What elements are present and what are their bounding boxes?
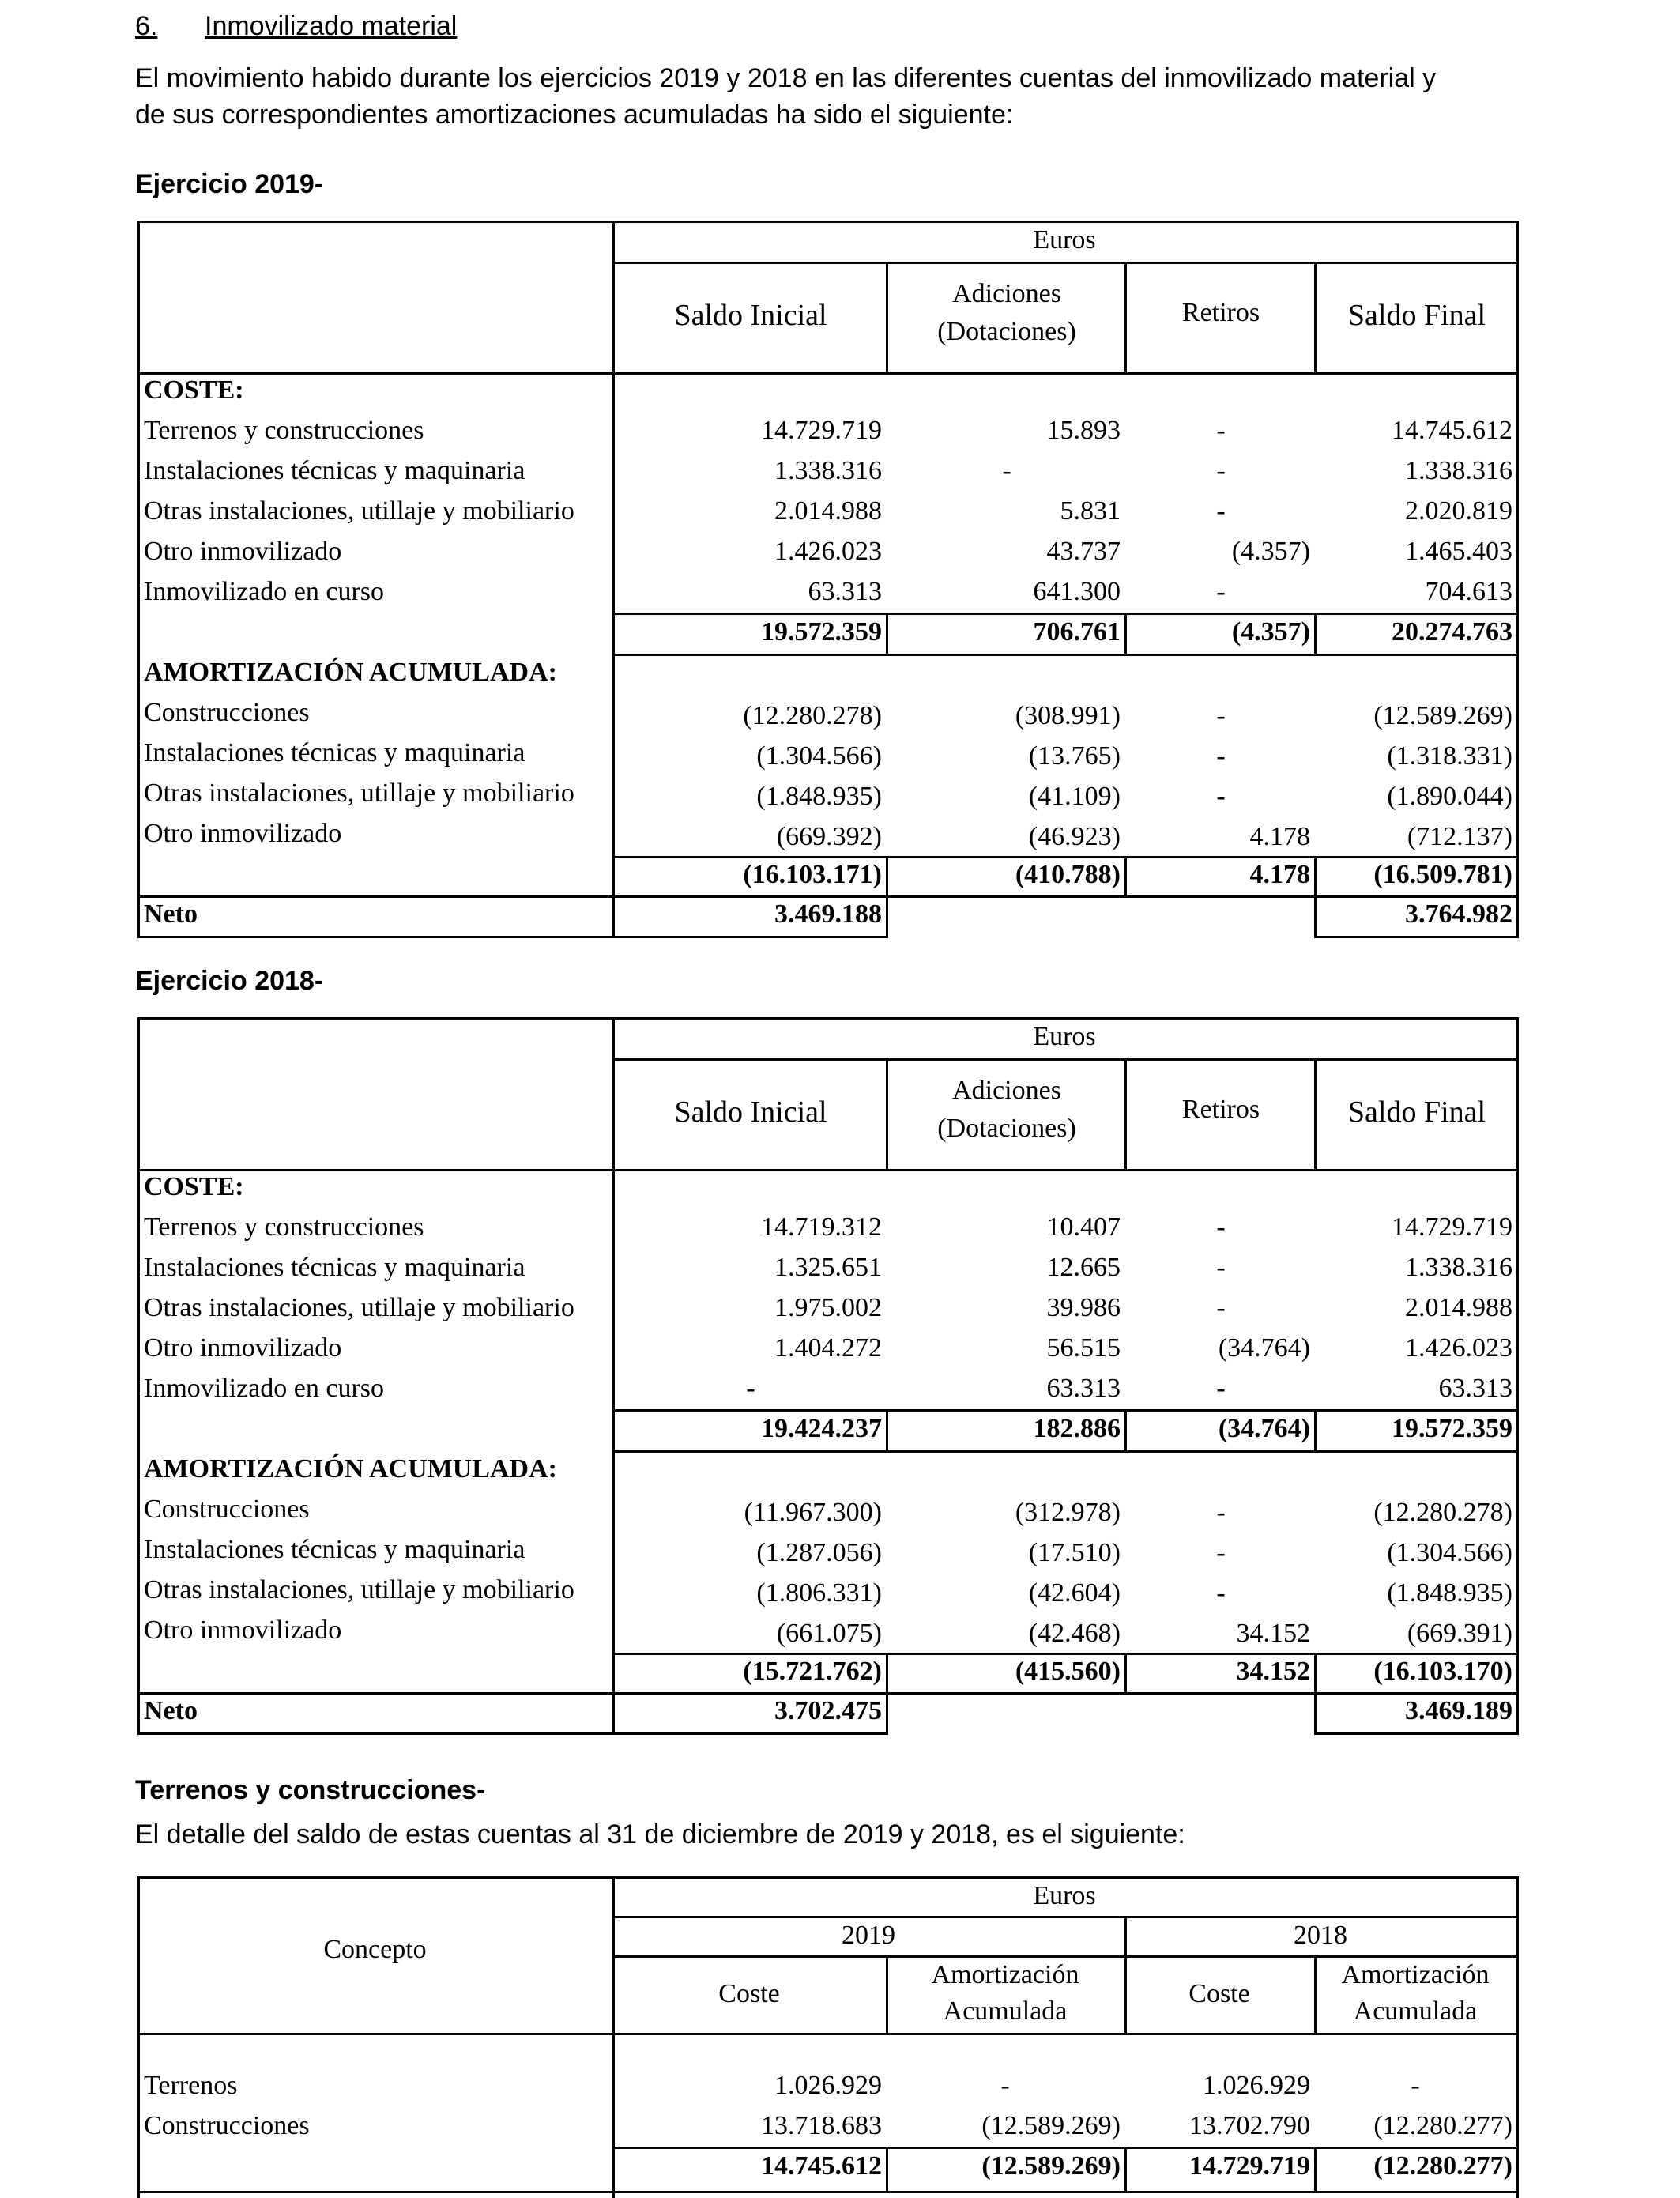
row-value: 704.613 <box>1425 577 1512 606</box>
row-value: - <box>1216 782 1226 811</box>
neto-top-rule <box>137 895 1519 898</box>
row-value: (669.391) <box>1407 1619 1512 1648</box>
row-value: - <box>1411 2071 1420 2100</box>
row-value: (308.991) <box>1015 701 1121 730</box>
detail-total-value: (12.280.277) <box>1373 2151 1512 2181</box>
subtotal-bottom-rule <box>612 654 1519 656</box>
row-value: (1.848.935) <box>1387 1578 1512 1608</box>
subtotal-top-rule <box>612 856 1519 858</box>
header-coste-2018: Coste <box>1188 1979 1250 2008</box>
row-value: 5.831 <box>1060 496 1121 526</box>
amort-total-value: (16.103.170) <box>1373 1657 1512 1686</box>
neto-bottom-rule <box>137 936 888 938</box>
row-value: 4.178 <box>1249 822 1310 851</box>
header-dotaciones: (Dotaciones) <box>937 1114 1076 1143</box>
coste-total-value: (4.357) <box>1231 617 1310 647</box>
neto-label: Neto <box>144 1696 198 1725</box>
subtotal-col-rule <box>1314 613 1317 656</box>
row-value: (12.280.278) <box>743 701 882 730</box>
header-amort-acum-2018: Acumulada <box>1353 1996 1478 2026</box>
row-value: 63.313 <box>808 577 882 606</box>
neto-bottom-rule <box>1314 1732 1519 1735</box>
header-bottom-rule <box>137 1169 1519 1171</box>
subtotal-col-rule <box>886 1653 888 1695</box>
coste-label: COSTE: <box>144 375 244 405</box>
amort-total-value: (410.788) <box>1015 860 1121 889</box>
table-top-rule <box>137 1017 1519 1020</box>
row-label: Otras instalaciones, utillaje y mobiliario <box>144 1293 574 1322</box>
euros-underline <box>612 1058 1519 1061</box>
header-retiros: Retiros <box>1181 1095 1260 1124</box>
row-value: (1.287.056) <box>756 1538 882 1567</box>
row-label: Inmovilizado en curso <box>144 577 385 606</box>
row-value: (41.109) <box>1028 782 1121 811</box>
row-value: - <box>1216 1538 1226 1567</box>
subtotal-col-rule <box>1124 613 1127 656</box>
detail-year-rule <box>612 1955 1519 1958</box>
header-2019: 2019 <box>842 1921 895 1950</box>
row-value: 39.986 <box>1046 1293 1121 1322</box>
subtotal-col-rule <box>886 856 888 898</box>
neto-col-rule <box>886 1692 888 1735</box>
detail-top-rule <box>137 1876 1519 1879</box>
header-saldo-inicial: Saldo Inicial <box>674 1095 827 1129</box>
amortizacion-label: AMORTIZACIÓN ACUMULADA: <box>144 1454 557 1484</box>
row-label: Instalaciones técnicas y maquinaria <box>144 738 525 767</box>
header-saldo-final: Saldo Final <box>1347 299 1486 332</box>
row-value: (1.848.935) <box>756 782 882 811</box>
row-value: 15.893 <box>1046 416 1121 445</box>
detail-col-rule-1 <box>612 1876 615 2198</box>
subtotal-col-rule <box>1124 1653 1127 1695</box>
section-intro <box>135 60 1436 133</box>
detail-total-col-rule <box>886 2147 888 2193</box>
row-value: (12.589.269) <box>1373 701 1512 730</box>
detail-total-col-rule <box>1124 2147 1127 2193</box>
header-saldo-inicial: Saldo Inicial <box>674 299 827 332</box>
row-value: (42.468) <box>1028 1619 1121 1648</box>
header-dotaciones: (Dotaciones) <box>937 317 1076 346</box>
neto-label: Neto <box>144 899 198 929</box>
row-value: - <box>1216 496 1226 526</box>
coste-total-value: 19.572.359 <box>1392 1414 1512 1443</box>
row-label: Construcciones <box>144 2111 310 2140</box>
row-label: Otras instalaciones, utillaje y mobiliario <box>144 1575 574 1604</box>
row-label: Instalaciones técnicas y maquinaria <box>144 1253 525 1282</box>
header-euros: Euros <box>1033 1022 1096 1051</box>
header-adiciones: Adiciones <box>952 1076 1061 1105</box>
row-value: 10.407 <box>1046 1212 1121 1242</box>
row-label: Terrenos <box>144 2071 238 2100</box>
detail-header-bottom-rule <box>137 2033 1519 2035</box>
row-value: (11.967.300) <box>744 1498 882 1527</box>
header-bottom-rule <box>137 372 1519 375</box>
row-value: 1.465.403 <box>1405 537 1512 566</box>
row-value: (4.357) <box>1231 537 1310 566</box>
neto-bottom-rule <box>1314 936 1519 938</box>
intro-line-1: El movimiento habido durante los ejercicios 2019 y 2018 en las diferentes cuentas del inmovilizado material y <box>135 63 1437 93</box>
row-value: 63.313 <box>1046 1374 1121 1403</box>
euros-underline <box>612 262 1519 264</box>
coste-total-value: 19.572.359 <box>761 617 882 647</box>
row-value: - <box>1216 1253 1226 1282</box>
row-value: - <box>1216 741 1226 771</box>
row-value: (1.890.044) <box>1387 782 1512 811</box>
row-value: (661.075) <box>776 1619 882 1648</box>
coste-total-value: 20.274.763 <box>1392 617 1512 647</box>
row-label: Otras instalaciones, utillaje y mobiliario <box>144 779 574 808</box>
amort-total-value: (16.103.171) <box>743 860 882 889</box>
header-concepto: Concepto <box>323 1935 427 1964</box>
row-value: 12.665 <box>1046 1253 1121 1282</box>
amort-total-value: (415.560) <box>1015 1657 1121 1686</box>
row-label: Construcciones <box>144 1495 310 1524</box>
row-value: 1.426.023 <box>1405 1333 1512 1363</box>
header-amort-acum-2019: Acumulada <box>943 1996 1068 2026</box>
neto-col-rule <box>1314 895 1317 938</box>
amort-total-value: 34.152 <box>1236 1657 1310 1686</box>
subtotal-col-rule <box>1314 1409 1317 1453</box>
detail-total-value: (12.589.269) <box>981 2151 1121 2181</box>
row-value: - <box>1216 1212 1226 1242</box>
neto-initial: 3.469.188 <box>774 899 882 929</box>
detail-total-value: 14.729.719 <box>1189 2151 1310 2181</box>
neto-col-rule <box>1314 1692 1317 1735</box>
row-label: Otro inmovilizado <box>144 537 342 566</box>
neto-initial: 3.702.475 <box>774 1696 882 1725</box>
row-value: 13.718.683 <box>761 2111 882 2140</box>
section-title <box>135 11 457 42</box>
row-value: 43.737 <box>1046 537 1121 566</box>
header-amort-2018: Amortización <box>1341 1960 1490 1989</box>
row-label: Terrenos y construcciones <box>144 1212 424 1242</box>
row-value: - <box>1216 1293 1226 1322</box>
subtotal-col-rule <box>886 613 888 656</box>
subtotal-top-rule <box>612 1653 1519 1655</box>
row-value: - <box>1216 577 1226 606</box>
header-adiciones: Adiciones <box>952 279 1061 308</box>
row-value: - <box>1216 1498 1226 1527</box>
coste-total-value: 182.886 <box>1033 1414 1121 1443</box>
subtotal-col-rule <box>1314 1653 1317 1695</box>
row-value: 1.325.651 <box>774 1253 882 1282</box>
row-value: - <box>1216 456 1226 485</box>
row-value: 1.404.272 <box>774 1333 882 1363</box>
row-value: 63.313 <box>1438 1374 1512 1403</box>
row-value: (42.604) <box>1028 1578 1121 1608</box>
subtotal-top-rule <box>612 1409 1519 1412</box>
row-value: - <box>1000 2071 1010 2100</box>
intro-line-2: de sus correspondientes amortizaciones acumuladas ha sido el siguiente: <box>135 100 1014 130</box>
table-left-rule <box>137 1017 140 1732</box>
row-value: 2.014.988 <box>1405 1293 1512 1322</box>
subtotal-top-rule <box>612 613 1519 615</box>
row-value: - <box>1216 1578 1226 1608</box>
row-value: (13.765) <box>1028 741 1121 771</box>
header-euros: Euros <box>1033 1881 1096 1910</box>
row-label: Instalaciones técnicas y maquinaria <box>144 456 525 485</box>
row-label: Terrenos y construcciones <box>144 416 424 445</box>
row-value: 34.152 <box>1236 1619 1310 1648</box>
row-value: - <box>1216 1374 1226 1403</box>
row-value: 1.026.929 <box>1203 2071 1310 2100</box>
row-value: (312.978) <box>1015 1498 1121 1527</box>
row-label: Otras instalaciones, utillaje y mobiliario <box>144 496 574 526</box>
row-value: (46.923) <box>1028 822 1121 851</box>
neto-col-rule <box>886 895 888 938</box>
row-value: - <box>746 1374 755 1403</box>
row-value: 1.426.023 <box>774 537 882 566</box>
table-top-rule <box>137 221 1519 223</box>
detail-intro: El detalle del saldo de estas cuentas al 31 de diciembre de 2019 y 2018, es el siguiente: <box>135 1819 1185 1849</box>
row-value: 13.702.790 <box>1189 2111 1310 2140</box>
row-value: (12.589.269) <box>981 2111 1121 2140</box>
row-value: (669.392) <box>776 822 882 851</box>
detail-euros-rule <box>612 1916 1519 1918</box>
detail-total-value: 14.745.612 <box>761 2151 882 2181</box>
row-value: (12.280.277) <box>1373 2111 1512 2140</box>
row-value: 1.338.316 <box>774 456 882 485</box>
row-value: (34.764) <box>1218 1333 1310 1363</box>
subtotal-col-rule <box>1314 856 1317 898</box>
amort-total-value: 4.178 <box>1249 860 1310 889</box>
row-value: - <box>1216 701 1226 730</box>
row-value: 14.729.719 <box>1392 1212 1512 1242</box>
header-euros: Euros <box>1033 225 1096 254</box>
row-value: (1.304.566) <box>1387 1538 1512 1567</box>
section-heading: Inmovilizado material <box>205 11 458 41</box>
row-label: Instalaciones técnicas y maquinaria <box>144 1535 525 1564</box>
detail-total-col-rule <box>1314 2147 1317 2193</box>
coste-total-value: 19.424.237 <box>761 1414 882 1443</box>
subtotal-col-rule <box>1124 856 1127 898</box>
row-value: (1.304.566) <box>756 741 882 771</box>
subtotal-bottom-rule <box>612 1450 1519 1453</box>
row-value: - <box>1002 456 1011 485</box>
coste-label: COSTE: <box>144 1172 244 1201</box>
row-value: 56.515 <box>1046 1333 1121 1363</box>
row-value: (1.806.331) <box>756 1578 882 1608</box>
row-value: 1.338.316 <box>1405 456 1512 485</box>
neto-top-rule <box>137 1692 1519 1695</box>
row-value: (712.137) <box>1407 822 1512 851</box>
coste-total-value: (34.764) <box>1218 1414 1310 1443</box>
amortizacion-label: AMORTIZACIÓN ACUMULADA: <box>144 658 557 687</box>
table-2018-heading: Ejercicio 2018- <box>135 966 324 996</box>
header-amort-2019: Amortización <box>931 1960 1079 1989</box>
row-value: 1.975.002 <box>774 1293 882 1322</box>
header-retiros: Retiros <box>1181 298 1260 327</box>
neto-final: 3.764.982 <box>1405 899 1512 929</box>
row-value: - <box>1216 416 1226 445</box>
row-value: 14.719.312 <box>761 1212 882 1242</box>
row-value: (1.318.331) <box>1387 741 1512 771</box>
row-value: 641.300 <box>1033 577 1121 606</box>
row-value: 14.729.719 <box>761 416 882 445</box>
row-label: Otro inmovilizado <box>144 819 342 848</box>
row-value: 14.745.612 <box>1392 416 1512 445</box>
header-saldo-final: Saldo Final <box>1347 1095 1486 1129</box>
section-number: 6. <box>135 11 158 41</box>
row-value: 2.020.819 <box>1405 496 1512 526</box>
detail-heading: Terrenos y construcciones- <box>135 1775 486 1805</box>
neto-final: 3.469.189 <box>1405 1696 1512 1725</box>
amort-total-value: (16.509.781) <box>1373 860 1512 889</box>
row-value: (12.280.278) <box>1373 1498 1512 1527</box>
table-2019-heading: Ejercicio 2019- <box>135 169 324 199</box>
row-value: 2.014.988 <box>774 496 882 526</box>
row-label: Construcciones <box>144 698 310 727</box>
detail-bottom-rule <box>137 2191 1519 2193</box>
header-coste-2019: Coste <box>718 1979 780 2008</box>
row-value: (17.510) <box>1028 1538 1121 1567</box>
row-value: 1.026.929 <box>774 2071 882 2100</box>
neto-bottom-rule <box>137 1732 888 1735</box>
amort-total-value: (15.721.762) <box>743 1657 882 1686</box>
row-label: Otro inmovilizado <box>144 1616 342 1645</box>
row-label: Otro inmovilizado <box>144 1333 342 1363</box>
row-label: Inmovilizado en curso <box>144 1374 385 1403</box>
table-left-rule <box>137 221 140 936</box>
header-2018: 2018 <box>1294 1921 1347 1950</box>
detail-left-rule <box>137 1876 140 2198</box>
detail-total-top-rule <box>612 2147 1519 2149</box>
coste-total-value: 706.761 <box>1033 617 1121 647</box>
row-value: 1.338.316 <box>1405 1253 1512 1282</box>
subtotal-col-rule <box>1124 1409 1127 1453</box>
subtotal-col-rule <box>886 1409 888 1453</box>
